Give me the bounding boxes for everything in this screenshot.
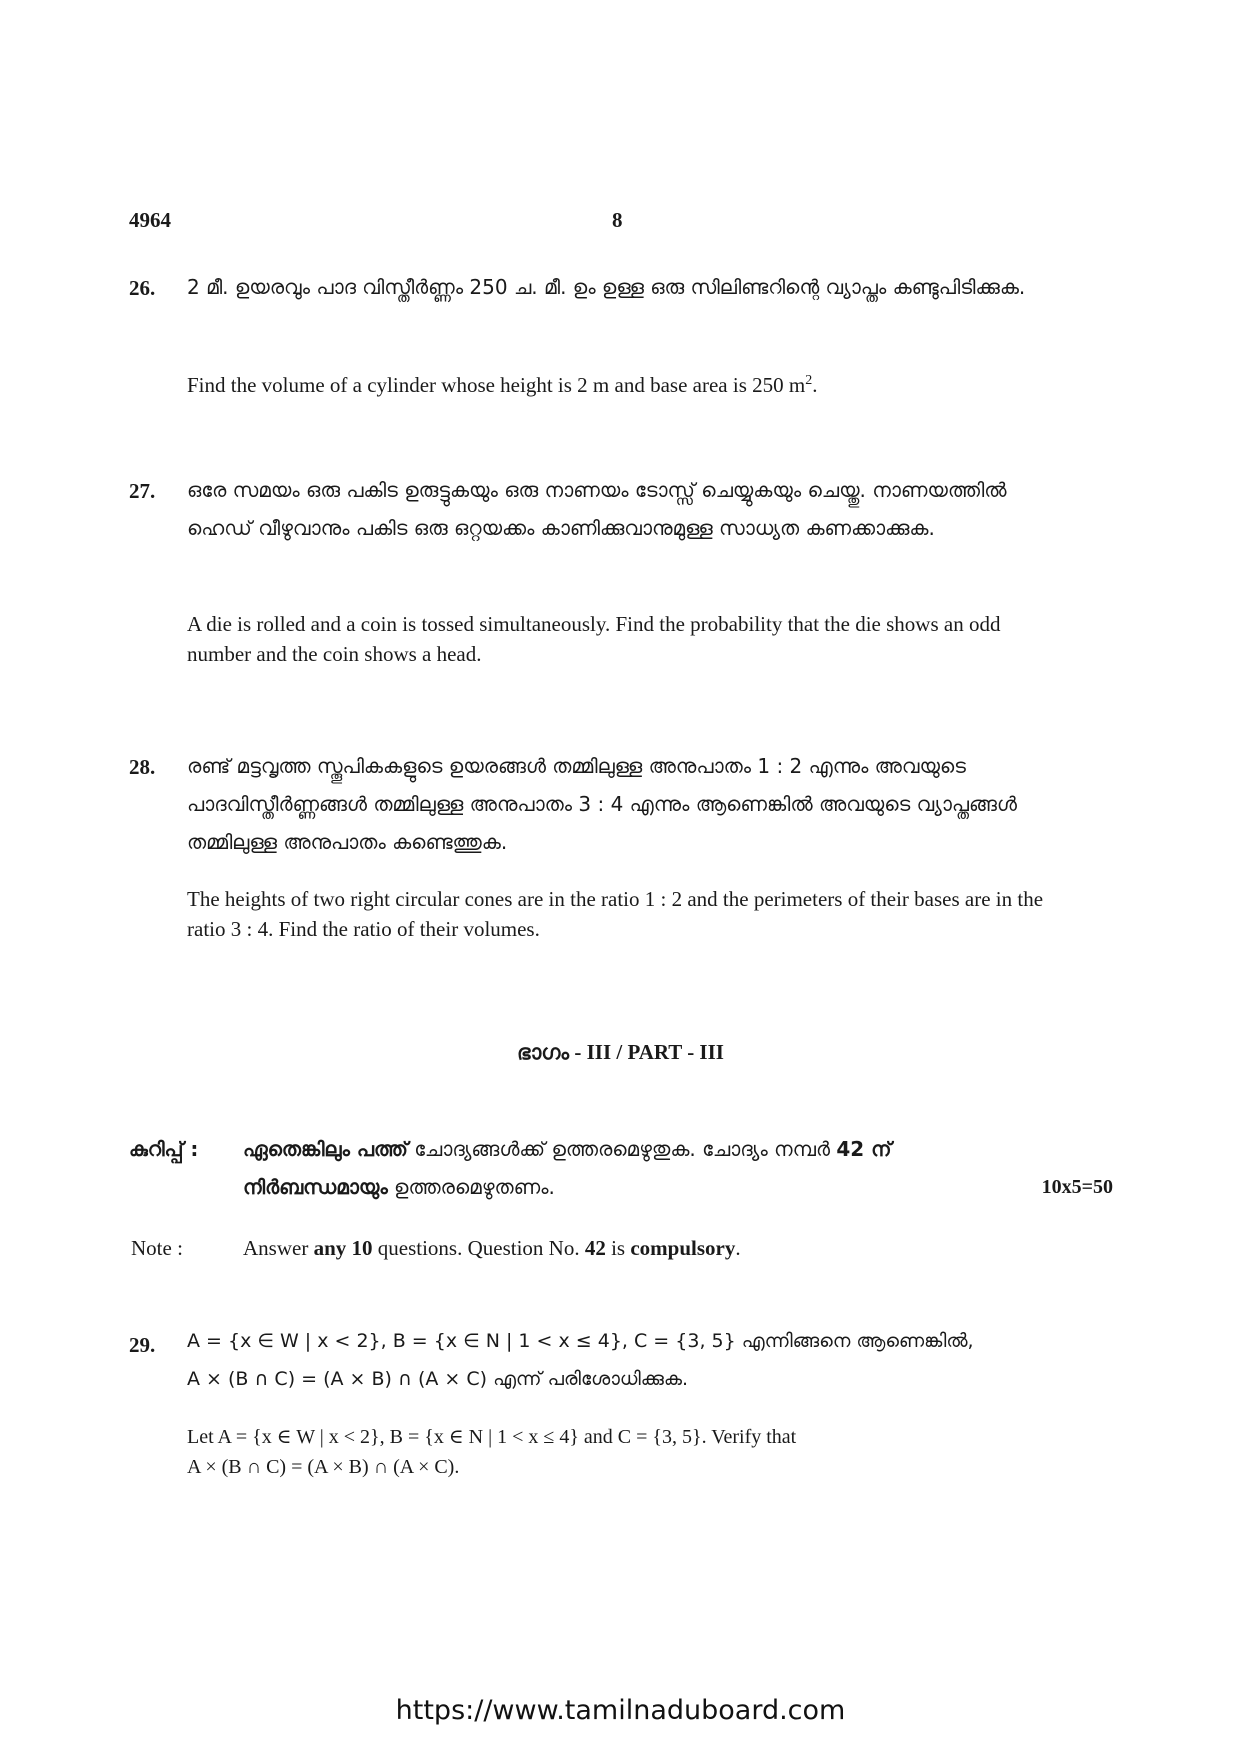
note-malayalam: ഏതെങ്കിലും പത്ത് ചോദ്യങ്ങൾക്ക് ഉത്തരമെഴുതുക. ചോദ്യം നമ്പർ 42 ന് നിർബന്ധമായും ഉത്തരമെഴുതണം. [243,1137,892,1199]
note-label-english: Note : [131,1236,183,1260]
note-label-malayalam: കുറിപ്പ് : [129,1137,199,1161]
question-english: The heights of two right circular cones are in the ratio 1 : 2 and the perimeters of their bases are in the ratio 3 : 4. Find the ratio of their volumes. [187,887,1044,941]
marks-allocation: 10x5=50 [1041,1176,1113,1198]
question-english: Find the volume of a cylinder whose height is 2 m and base area is 250 $m^2$. [187,373,818,397]
part-heading: ഭാഗം - III / PART - III [517,1040,724,1064]
question-malayalam: രണ്ട് മട്ടവൃത്ത സ്തൂപികകളുടെ ഉയരങ്ങൾ തമ്മിലുള്ള അനുപാതം 1 : 2 എന്നും അവയുടെ പാദവിസ്തീർണ്ണങ്ങൾ തമ്മിലുള്ള അനുപാതം 3 : 4 എന്നും ആണെങ്കിൽ അവയുടെ വ്യാപ്തങ്ങൾ തമ്മിലുള്ള അനുപാതം കണ്ടെത്തുക. [187,754,1017,854]
question-malayalam: 2 മീ. ഉയരവും പാദ വിസ്തീർണ്ണം 250 ച. മീ. ഉം ഉള്ള ഒരു സിലിണ്ടറിന്റെ വ്യാപ്തം കണ്ടുപിടിക്കുക. [187,275,1026,299]
page-number: 8 [612,208,623,232]
footer-url[interactable]: https://www.tamilnaduboard.com [395,1695,846,1726]
question-number: 29. [129,1333,156,1357]
question-malayalam: A = {x ∈ W | x < 2}, B = {x ∈ N | 1 < x ≤ 4}, C = {3, 5} എന്നിങ്ങനെ ആണെങ്കിൽ, A × (B ∩ C) = (A × B) ∩ (A × C) എന്ന് പരിശോധിക്കുക. [187,1330,974,1390]
question-number: 26. [129,276,156,300]
question-english: A die is rolled and a coin is tossed simultaneously. Find the probability that the die shows an odd number and the coin shows a head. [187,612,1001,666]
question-english: Let A = {x ∈ W | x < 2}, B = {x ∈ N | 1 < x ≤ 4} and C = {3, 5}. Verify that A × (B ∩ C) = (A × B) ∩ (A × C). [187,1426,797,1478]
question-number: 27. [129,479,156,503]
paper-code: 4964 [129,208,171,232]
note-english: Answer any 10 questions. Question No. 42 is compulsory. [243,1236,741,1260]
question-malayalam: ഒരേ സമയം ഒരു പകിട ഉരുട്ടുകയും ഒരു നാണയം ടോസ്സ് ചെയ്യുകയും ചെയ്തു. നാണയത്തിൽ ഹെഡ് വീഴുവാനും പകിട ഒരു ഒറ്റയക്കം കാണിക്കുവാനുമുള്ള സാധ്യത കണക്കാക്കുക. [187,478,1007,540]
question-number: 28. [129,755,156,779]
